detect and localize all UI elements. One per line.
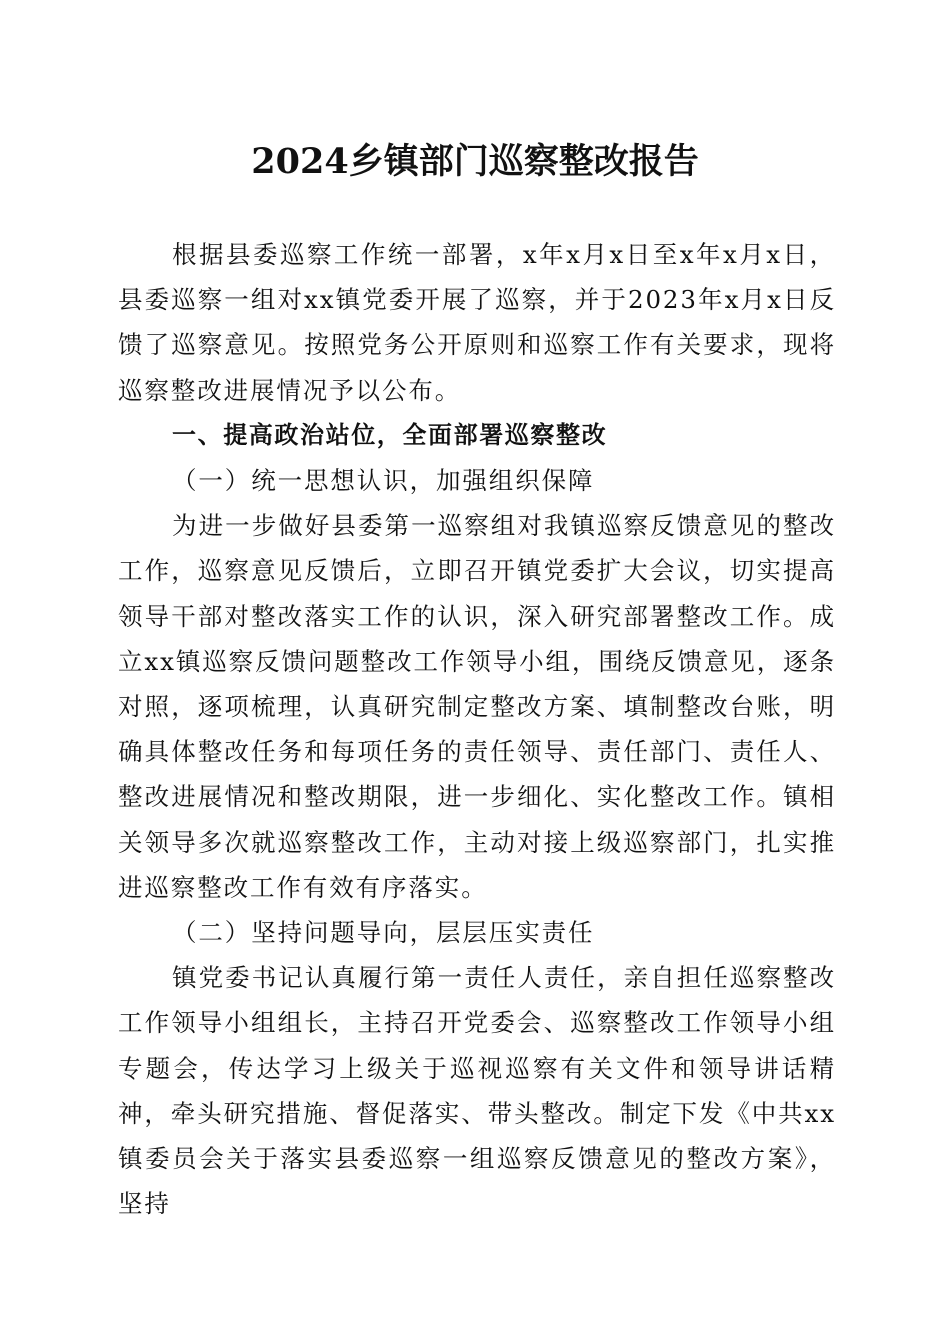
document-title: 2024乡镇部门巡察整改报告: [251, 141, 699, 182]
subsection-heading-1: （一）统一思想认识，加强组织保障: [172, 466, 595, 496]
subsection-paragraph-1: 为进一步做好县委第一巡察组对我镇巡察反馈意见的整改工作，巡察意见反馈后，立即召开镇党委扩大会议，切实提高领导干部对整改落实工作的认识，深入研究部署整改工作。成立xx镇巡察反馈问题整改工作领导小组，围绕反馈意见，逐条对照，逐项梳理，认真研究制定整改方案、填制整改台账，明确具体整改任务和每项任务的责任领导、责任部门、责任人、整改进展情况和整改期限，进一步细化、实化整改工作。镇相关领导多次就巡察整改工作，主动对接上级巡察部门，扎实推进巡察整改工作有效有序落实。: [118, 511, 836, 902]
document-body: [118, 232, 836, 1226]
section-heading-1: 一、提高政治站位，全面部署巡察整改: [172, 420, 608, 449]
subsection-heading-2: （二）坚持问题导向，层层压实责任: [172, 918, 595, 948]
intro-paragraph: 根据县委巡察工作统一部署，x年x月x日至x年x月x日，县委巡察一组对xx镇党委开展了巡察，并于2023年x月x日反馈了巡察意见。按照党务公开原则和巡察工作有关要求，现将巡察整改进展情况予以公布。: [118, 240, 836, 405]
subsection-paragraph-2: 镇党委书记认真履行第一责任人责任，亲自担任巡察整改工作领导小组组长，主持召开党委会、巡察整改工作领导小组专题会，传达学习上级关于巡视巡察有关文件和领导讲话精神，牵头研究措施、督促落实、带头整改。制定下发《中共xx镇委员会关于落实县委巡察一组巡察反馈意见的整改方案》，坚持: [118, 963, 836, 1219]
